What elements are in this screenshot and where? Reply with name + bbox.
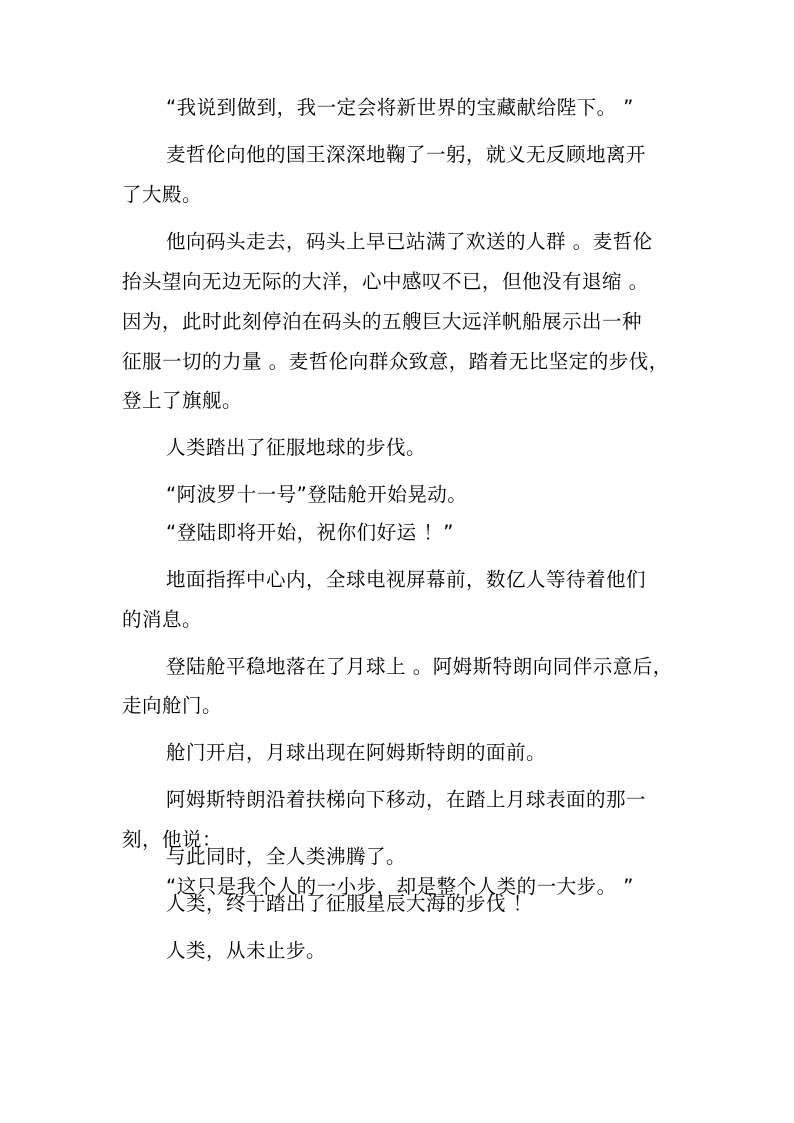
- text-line: 走向舱门。: [122, 694, 223, 717]
- text-line: “阿波罗十一号”登陆舱开始晃动。: [166, 483, 468, 506]
- text-line: 的消息。: [122, 608, 203, 631]
- text-line: 人类，终于踏出了征服星辰大海的步伐 ！: [166, 892, 533, 915]
- text-line: 他向码头走去，码头上早已站满了欢送的人群 。麦哲伦: [166, 230, 653, 253]
- text-line: “这只是我个人的一小步，却是整个人类的一大步。 ”: [166, 875, 634, 898]
- text-line: 地面指挥中心内，全球电视屏幕前，数亿人等待着他们: [166, 568, 647, 591]
- text-line: 麦哲伦向他的国王深深地鞠了一躬，就义无反顾地离开: [166, 143, 647, 166]
- text-line: 人类，从未止步。: [166, 939, 327, 962]
- text-line: 抬头望向无边无际的大洋，心中感叹不已，但他没有退缩 。: [122, 270, 649, 293]
- text-line: 阿姆斯特朗沿着扶梯向下移动，在踏上月球表面的那一: [166, 788, 647, 811]
- text-line: 与此同时，全人类沸腾了。: [166, 845, 407, 868]
- text-line: 人类踏出了征服地球的步伐。: [166, 436, 427, 459]
- text-line: 征服一切的力量 。麦哲伦向群众致意，踏着无比坚定的步伐，: [122, 350, 669, 373]
- text-line: 登上了旗舰。: [122, 389, 243, 412]
- text-line: 因为，此时此刻停泊在码头的五艘巨大远洋帆船展示出一种: [122, 310, 643, 333]
- text-line: “登陆即将开始，祝你们好运 ！”: [166, 521, 454, 544]
- text-line: “我说到做到，我一定会将新世界的宝藏献给陛下。 ”: [166, 96, 634, 119]
- text-line: 了大殿。: [122, 183, 203, 206]
- text-line: 刻，他说：: [122, 828, 223, 851]
- text-line: 舱门开启，月球出现在阿姆斯特朗的面前。: [166, 741, 547, 764]
- text-line: 登陆舱平稳地落在了月球上 。阿姆斯特朗向同伴示意后，: [166, 655, 673, 678]
